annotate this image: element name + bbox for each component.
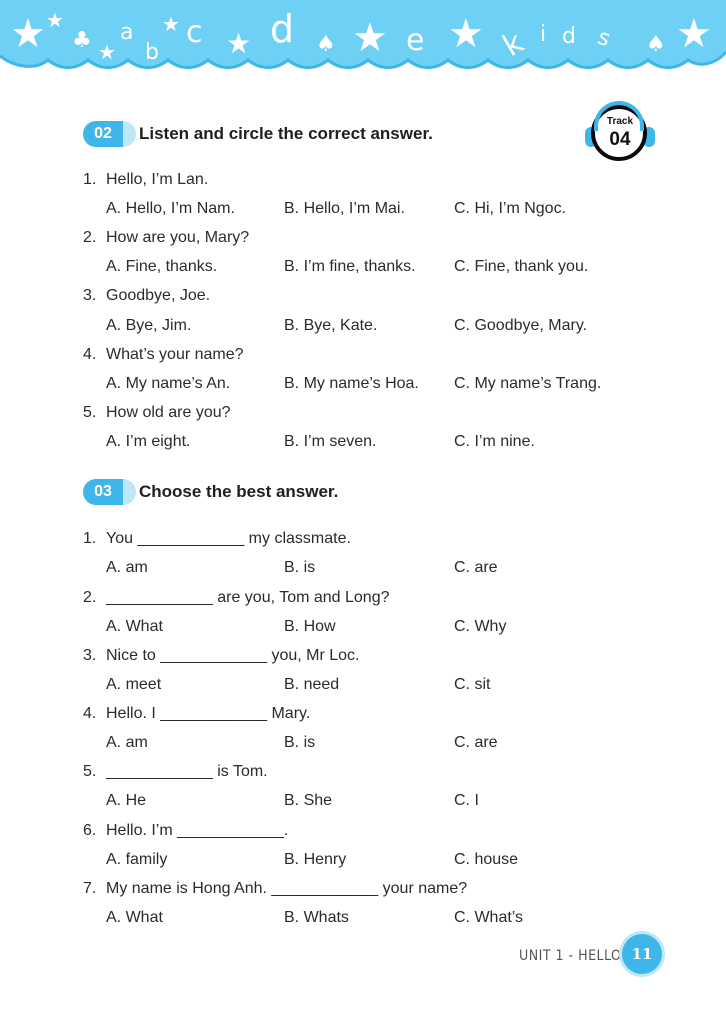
question-text: How old are you?: [106, 404, 231, 421]
answer-option-a[interactable]: A. meet: [106, 676, 162, 693]
question: [83, 529, 351, 549]
question: [83, 403, 231, 423]
question: [83, 704, 310, 724]
star-icon: ★: [352, 15, 388, 61]
answer-option-b[interactable]: B. Whats: [284, 909, 349, 926]
question: [83, 879, 467, 899]
answer-option-a[interactable]: A. am: [106, 734, 148, 751]
answer-option-c[interactable]: C. Fine, thank you.: [454, 258, 589, 275]
star-icon: ★: [448, 11, 484, 57]
audio-track-badge: [585, 105, 655, 163]
question-number: 4.: [83, 346, 97, 363]
banner-letter: c: [186, 15, 203, 50]
section-heading: [83, 477, 338, 507]
question-text: Hello, I’m Lan.: [106, 171, 209, 188]
answer-option-a[interactable]: A. family: [106, 851, 168, 868]
question: [83, 286, 210, 306]
teddy-bear-icon: ♠: [646, 32, 666, 57]
question: [83, 170, 208, 190]
answer-option-c[interactable]: C. are: [454, 559, 498, 576]
star-icon: ★: [162, 12, 180, 36]
answer-option-b[interactable]: B. She: [284, 792, 333, 809]
answer-option-b[interactable]: B. need: [284, 676, 340, 693]
banner-letter: i: [540, 22, 547, 47]
answer-option-b[interactable]: B. Henry: [284, 851, 347, 868]
question-number: 7.: [83, 880, 97, 897]
section-number-badge: 03: [83, 479, 123, 505]
answer-option-a[interactable]: A. My name’s An.: [106, 375, 231, 392]
section-title: Choose the best answer.: [139, 482, 339, 501]
track-number: 04: [609, 129, 631, 150]
question: [83, 588, 390, 608]
answer-option-c[interactable]: C. Why: [454, 618, 507, 635]
answer-option-a[interactable]: A. What: [106, 909, 163, 926]
answer-option-c[interactable]: C. My name’s Trang.: [454, 375, 602, 392]
page-number: 11: [622, 934, 662, 974]
answer-option-a[interactable]: A. Hello, I’m Nam.: [106, 200, 235, 217]
star-icon: ★: [98, 40, 116, 64]
question-text: ____________ is Tom.: [106, 763, 268, 780]
answer-option-b[interactable]: B. Hello, I’m Mai.: [284, 200, 405, 217]
question-number: 3.: [83, 647, 97, 664]
question-number: 6.: [83, 822, 97, 839]
section-number-badge: 02: [83, 121, 123, 147]
question-number: 1.: [83, 171, 97, 188]
question-text: Goodbye, Joe.: [106, 287, 211, 304]
question-text: ____________ are you, Tom and Long?: [106, 589, 390, 606]
question-number: 2.: [83, 589, 97, 606]
section-title: Listen and circle the correct answer.: [139, 124, 433, 143]
unit-label: UNIT 1 - HELLO: [519, 948, 622, 964]
question-number: 1.: [83, 530, 97, 547]
answer-option-c[interactable]: C. sit: [454, 676, 491, 693]
question-text: Nice to ____________ you, Mr Loc.: [106, 647, 360, 664]
banner-letter: k: [497, 25, 530, 65]
answer-option-b[interactable]: B. I’m fine, thanks.: [284, 258, 416, 275]
question: [83, 646, 360, 666]
answer-option-c[interactable]: C. I: [454, 792, 479, 809]
star-icon: ★: [226, 27, 252, 60]
answer-option-a[interactable]: A. I’m eight.: [106, 433, 191, 450]
question-text: My name is Hong Anh. ____________ your name?: [106, 880, 468, 897]
question-text: Hello. I’m ____________.: [106, 822, 289, 839]
star-icon: ★: [10, 11, 46, 57]
answer-option-c[interactable]: C. What’s: [454, 909, 524, 926]
question-number: 5.: [83, 763, 97, 780]
answer-option-c[interactable]: C. I’m nine.: [454, 433, 535, 450]
question-text: Hello. I ____________ Mary.: [106, 705, 311, 722]
answer-option-b[interactable]: B. How: [284, 618, 336, 635]
banner-letter: b: [145, 40, 159, 65]
answer-option-b[interactable]: B. is: [284, 559, 316, 576]
banner-letter: d: [270, 7, 295, 51]
answer-option-a[interactable]: A. What: [106, 618, 163, 635]
question-number: 3.: [83, 287, 97, 304]
answer-option-b[interactable]: B. I’m seven.: [284, 433, 377, 450]
answer-option-b[interactable]: B. My name’s Hoa.: [284, 375, 419, 392]
banner-letter: d: [562, 24, 576, 49]
answer-option-c[interactable]: C. house: [454, 851, 519, 868]
answer-option-a[interactable]: A. He: [106, 792, 147, 809]
question-number: 5.: [83, 404, 97, 421]
answer-option-c[interactable]: C. Hi, I’m Ngoc.: [454, 200, 567, 217]
track-label: Track: [606, 116, 634, 127]
banner-letter: e: [406, 23, 425, 58]
header-banner: [0, 0, 726, 80]
question-number: 4.: [83, 705, 97, 722]
teddy-bear-icon: ♠: [316, 32, 336, 57]
answer-option-a[interactable]: A. Fine, thanks.: [106, 258, 218, 275]
answer-option-a[interactable]: A. Bye, Jim.: [106, 317, 192, 334]
question-text: What’s your name?: [106, 346, 244, 363]
banner-letter: s: [594, 24, 614, 53]
answer-option-c[interactable]: C. Goodbye, Mary.: [454, 317, 588, 334]
question: [83, 345, 244, 365]
question-number: 2.: [83, 229, 97, 246]
answer-option-a[interactable]: A. am: [106, 559, 148, 576]
answer-option-b[interactable]: B. is: [284, 734, 316, 751]
question: [83, 821, 288, 841]
section-heading: [83, 119, 433, 149]
question: [83, 228, 249, 248]
question: [83, 762, 268, 782]
star-icon: ★: [676, 11, 712, 57]
question-text: How are you, Mary?: [106, 229, 250, 246]
answer-option-b[interactable]: B. Bye, Kate.: [284, 317, 378, 334]
star-icon: ★: [46, 8, 64, 32]
banner-letter: a: [120, 20, 134, 45]
answer-option-c[interactable]: C. are: [454, 734, 498, 751]
question-text: You ____________ my classmate.: [106, 530, 351, 547]
mascot-icon: ♣: [72, 28, 92, 53]
